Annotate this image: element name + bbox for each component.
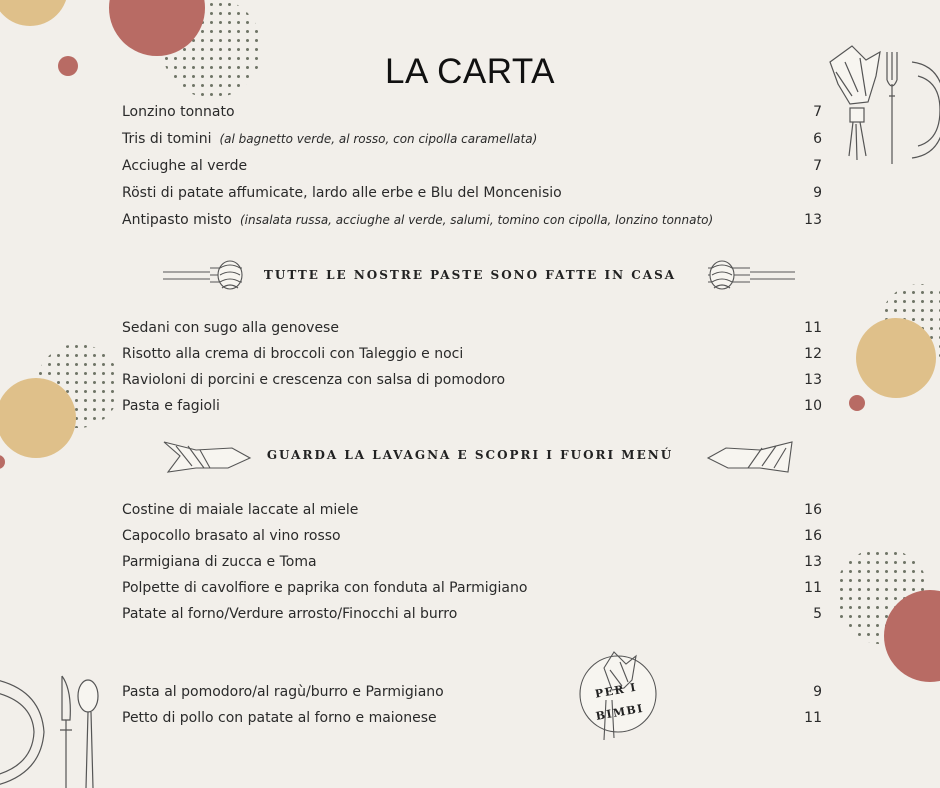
dish-name: Costine di maiale laccate al miele: [122, 502, 359, 518]
kids-badge-line1: PER I: [594, 680, 638, 701]
dish-price: 13: [804, 372, 822, 388]
menu-item: [122, 212, 822, 234]
menu-item: [122, 185, 822, 207]
dish-price: 16: [804, 528, 822, 544]
menu-item: [122, 710, 822, 732]
dish-name: Antipasto misto: [122, 212, 232, 228]
dish-name: Pasta e fagioli: [122, 398, 220, 414]
dish-note: (al bagnetto verde, al rosso, con cipolla caramellata): [219, 132, 538, 146]
lavagna-banner: GUARDA LA LAVAGNA E SCOPRI I FUORI MENÚ: [266, 448, 674, 462]
menu-title: LA CARTA: [385, 52, 555, 91]
dish-price: 16: [804, 502, 822, 518]
menu-item: [122, 346, 822, 368]
dish-name: Acciughe al verde: [122, 158, 248, 174]
menu-item: [122, 158, 822, 180]
dish-name: Petto di pollo con patate al forno e maionese: [122, 710, 437, 726]
menu-item: [122, 320, 822, 342]
dish-price: 5: [813, 606, 822, 622]
dish-price: 6: [813, 131, 822, 147]
dish-name: Tris di tomini: [122, 131, 212, 147]
dish-price: 7: [813, 104, 822, 120]
menu-item: [122, 528, 822, 550]
dish-note: (insalata russa, acciughe al verde, salumi, tomino con cipolla, lonzino tonnato): [239, 213, 714, 227]
menu-item: [122, 502, 822, 524]
dish-name: Polpette di cavolfiore e paprika con fonduta al Parmigiano: [122, 580, 528, 596]
dish-name: Pasta al pomodoro/al ragù/burro e Parmigiano: [122, 684, 444, 700]
dish-price: 11: [804, 710, 822, 726]
decor-blob: [856, 318, 936, 398]
menu-item: [122, 554, 822, 576]
dish-name: Patate al forno/Verdure arrosto/Finocchi al burro: [122, 606, 458, 622]
dish-price: 7: [813, 158, 822, 174]
dish-name: Parmigiana di zucca e Toma: [122, 554, 317, 570]
dish-price: 9: [813, 684, 822, 700]
dish-price: 12: [804, 346, 822, 362]
dish-name: Lonzino tonnato: [122, 104, 235, 120]
menu-item: [122, 684, 822, 706]
dish-name: Sedani con sugo alla genovese: [122, 320, 339, 336]
menu-item: [122, 606, 822, 628]
dish-price: 13: [804, 554, 822, 570]
dish-name: Risotto alla crema di broccoli con Taleggio e noci: [122, 346, 464, 362]
menu-item: [122, 104, 822, 126]
pasta-banner: TUTTE LE NOSTRE PASTE SONO FATTE IN CASA: [263, 268, 677, 282]
menu-item: [122, 372, 822, 394]
decor-blob: [0, 0, 68, 26]
dish-price: 10: [804, 398, 822, 414]
menu-item: [122, 131, 822, 153]
plate-knife-spoon-illustration: [0, 676, 98, 788]
kids-badge-line2: BIMBI: [594, 701, 645, 723]
dish-name: Ravioloni di porcini e crescenza con salsa di pomodoro: [122, 372, 506, 388]
dish-name: Capocollo brasato al vino rosso: [122, 528, 341, 544]
dish-price: 11: [804, 320, 822, 336]
dish-price: 13: [804, 212, 822, 228]
menu-item: [122, 398, 822, 420]
decor-small-dot: [849, 395, 865, 411]
dish-name: Rösti di patate affumicate, lardo alle erbe e Blu del Moncenisio: [122, 185, 562, 201]
dish-price: 11: [804, 580, 822, 596]
dish-price: 9: [813, 185, 822, 201]
menu-item: [122, 580, 822, 602]
